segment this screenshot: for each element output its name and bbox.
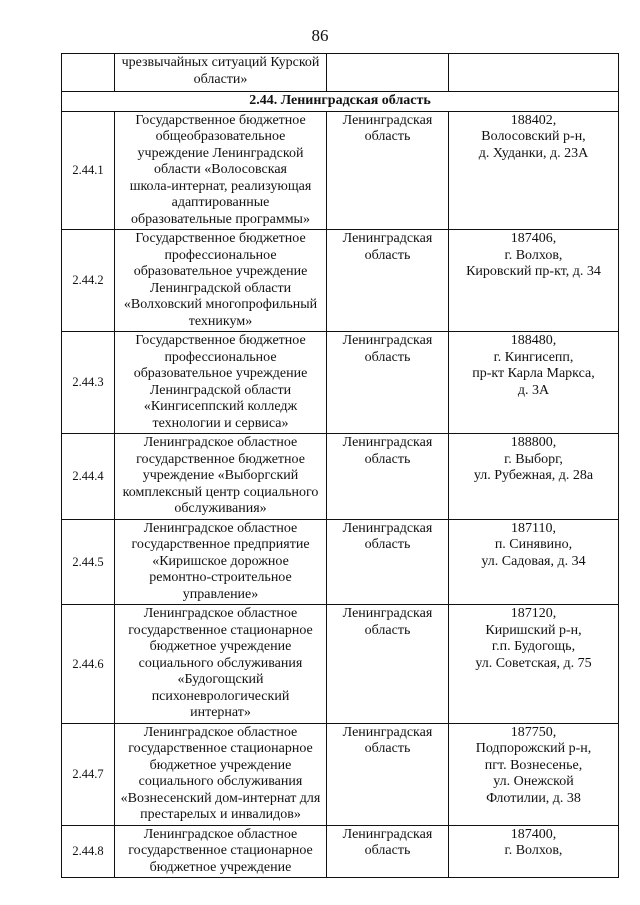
address-line: Волосовский р-н, — [481, 129, 586, 144]
organizations-table — [61, 53, 619, 878]
address-cell — [449, 332, 619, 434]
region-line: область — [364, 349, 411, 365]
org-line: государственное бюджетное — [136, 451, 305, 467]
address-cell — [449, 605, 619, 724]
region-line: область — [364, 537, 411, 552]
address-line: 188800, — [510, 435, 557, 450]
region-cell — [327, 230, 449, 332]
organization-cell — [115, 111, 327, 230]
row-number: 2.44.7 — [62, 723, 115, 825]
org-line: психоневрологический — [151, 688, 290, 704]
address-line: 188480, — [510, 333, 557, 348]
address-line: Кировский пр-кт, д. 34 — [466, 264, 601, 279]
org-line: Ленинградское областное — [143, 724, 298, 740]
org-line: общеобразовательное — [155, 129, 286, 144]
org-line: образовательные программы» — [131, 211, 310, 227]
row-number — [62, 54, 115, 92]
address-line: 187110, — [511, 520, 556, 536]
address-line: Киришский р-н, — [485, 622, 582, 638]
org-line: социального обслуживания — [138, 655, 303, 671]
org-line: Ленинградской области — [149, 382, 292, 398]
region-line: Ленинградская — [342, 112, 433, 128]
address-line: г.п. Будогощь, — [491, 639, 576, 654]
region-cell — [327, 332, 449, 434]
page-number: 86 — [311, 26, 329, 45]
row-number: 2.44.2 — [62, 230, 115, 332]
org-line: учреждение Ленинградской — [137, 145, 304, 161]
row-number: 2.44.6 — [62, 605, 115, 724]
org-line: чрезвычайных ситуаций Курской — [121, 55, 320, 70]
address-line: Подпорожский р-н, — [475, 741, 592, 756]
address-cell — [449, 825, 619, 878]
address-line: д. Худанки, д. 23А — [478, 145, 589, 161]
org-line: государственное стационарное — [128, 843, 313, 858]
table-row — [62, 825, 619, 878]
region-cell — [327, 519, 449, 605]
organization-cell — [115, 519, 327, 605]
region-line: область — [364, 247, 411, 263]
address-line: 187400, — [510, 826, 557, 842]
org-line: интернат» — [190, 705, 251, 720]
organization-cell — [115, 434, 327, 520]
org-line: «Вознесенский дом-интернат для — [120, 790, 321, 806]
org-line: области «Волосовская — [154, 162, 287, 177]
continuation-row — [62, 54, 619, 92]
org-line: школа-интернат, реализующая — [129, 178, 312, 194]
region-line: Ленинградская — [342, 826, 433, 842]
row-number: 2.44.1 — [62, 111, 115, 230]
table-row — [62, 519, 619, 605]
org-line: государственное стационарное — [128, 622, 313, 638]
region-line: область — [364, 843, 411, 858]
region-line: Ленинградская — [342, 724, 433, 740]
org-line: комплексный центр социального — [122, 484, 319, 500]
org-line: технологии и сервиса» — [152, 415, 289, 431]
region-cell — [327, 723, 449, 825]
org-line: адаптированные — [171, 195, 270, 210]
row-number: 2.44.8 — [62, 825, 115, 878]
region-cell — [327, 54, 449, 92]
address-line: д. 3А — [517, 382, 550, 398]
address-cell — [449, 111, 619, 230]
address-line: Флотилии, д. 38 — [486, 790, 581, 806]
region-line: Ленинградская — [342, 606, 433, 621]
address-cell — [449, 434, 619, 520]
table-row — [62, 230, 619, 332]
org-line: престарелых и инвалидов» — [140, 807, 301, 822]
region-cell — [327, 111, 449, 230]
org-line: области» — [193, 71, 248, 87]
organization-cell — [115, 723, 327, 825]
region-line: область — [364, 129, 411, 144]
address-cell — [449, 230, 619, 332]
org-line: бюджетное учреждение — [149, 859, 292, 875]
org-line: Ленинградское областное — [143, 826, 298, 842]
row-number: 2.44.5 — [62, 519, 115, 605]
org-line: Ленинградское областное — [143, 606, 298, 621]
org-line: «Кингисеппский колледж — [143, 399, 298, 414]
org-line: социального обслуживания — [138, 774, 303, 789]
org-line: государственное предприятие — [131, 537, 310, 552]
region-line: Ленинградская — [342, 231, 433, 246]
table-row — [62, 332, 619, 434]
region-cell — [327, 434, 449, 520]
region-line: Ленинградская — [342, 333, 433, 348]
table-row — [62, 434, 619, 520]
org-line: ремонтно-строительное — [149, 570, 292, 585]
address-line: ул. Советская, д. 75 — [475, 655, 592, 671]
address-cell — [449, 54, 619, 92]
org-line: Государственное бюджетное — [135, 333, 306, 348]
org-line: бюджетное учреждение — [149, 639, 292, 654]
org-line: учреждение «Выборгский — [142, 468, 299, 483]
address-line: пр-кт Карла Маркса, — [472, 366, 595, 381]
org-line: «Будогощский — [177, 672, 264, 687]
org-line: «Киришское дорожное — [152, 553, 289, 569]
org-line: управление» — [182, 586, 259, 602]
org-line: профессиональное — [164, 247, 277, 263]
region-line: область — [364, 741, 411, 756]
org-line: Ленинградской области — [149, 280, 292, 296]
organization-cell — [115, 605, 327, 724]
region-line: Ленинградская — [342, 520, 433, 536]
address-line: ул. Рубежная, д. 28а — [473, 468, 594, 483]
org-line: образовательное учреждение — [133, 366, 308, 381]
organization-cell — [115, 230, 327, 332]
address-line: 188402, — [510, 112, 557, 128]
region-cell — [327, 605, 449, 724]
org-line: Ленинградское областное — [143, 520, 298, 536]
address-line: пгт. Вознесенье, — [484, 757, 583, 773]
address-line: г. Волхов, — [504, 247, 563, 263]
section-row — [62, 92, 619, 112]
table-row — [62, 111, 619, 230]
region-line: область — [364, 451, 411, 467]
org-line: образовательное учреждение — [133, 264, 308, 279]
org-line: обслуживания» — [174, 501, 267, 516]
address-line: г. Кингисепп, — [493, 349, 574, 365]
org-line: «Волховский многопрофильный — [123, 297, 318, 312]
row-number: 2.44.4 — [62, 434, 115, 520]
organization-cell — [115, 825, 327, 878]
table-row — [62, 723, 619, 825]
org-line: профессиональное — [164, 349, 277, 365]
organization-cell — [115, 54, 327, 92]
region-line: область — [364, 622, 411, 638]
section-title: 2.44. Ленинградская область — [62, 92, 619, 112]
org-line: Государственное бюджетное — [135, 112, 306, 128]
org-line: Государственное бюджетное — [135, 231, 306, 246]
org-line: техникум» — [188, 313, 253, 329]
address-cell — [449, 519, 619, 605]
address-line: ул. Садовая, д. 34 — [481, 553, 586, 569]
row-number: 2.44.3 — [62, 332, 115, 434]
address-line: 187406, — [510, 231, 557, 246]
address-line: г. Волхов, — [504, 843, 563, 858]
region-cell — [327, 825, 449, 878]
organization-cell — [115, 332, 327, 434]
address-line: 187120, — [510, 606, 557, 621]
address-line: ул. Онежской — [493, 774, 574, 789]
address-cell — [449, 723, 619, 825]
org-line: государственное стационарное — [128, 741, 313, 756]
address-line: г. Выборг, — [504, 451, 563, 467]
region-line: Ленинградская — [342, 435, 433, 450]
table-row — [62, 605, 619, 724]
address-line: п. Синявино, — [494, 537, 573, 552]
org-line: Ленинградское областное — [143, 435, 298, 450]
address-line: 187750, — [510, 724, 557, 740]
org-line: бюджетное учреждение — [149, 757, 292, 773]
